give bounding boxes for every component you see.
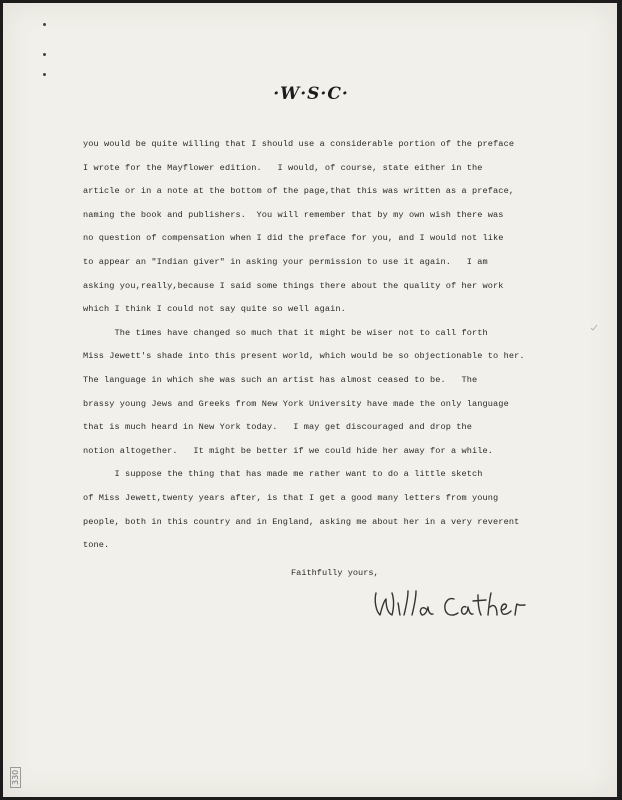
body-line: that is much heard in New York today. I may get discouraged and drop the xyxy=(83,422,473,433)
binding-hole-mark xyxy=(43,23,46,26)
body-line: I suppose the thing that has made me rather want to do a little sketch xyxy=(83,469,483,480)
pencil-tick-mark xyxy=(590,324,598,332)
letter-body xyxy=(83,133,603,558)
archive-stamp: 330 xyxy=(8,770,28,790)
body-line: article or in a note at the bottom of the page,that this was written as a preface, xyxy=(83,186,515,197)
binding-hole-mark xyxy=(43,73,46,76)
body-line: tone. xyxy=(83,540,110,551)
body-line: asking you,really,because I said some things there about the quality of her work xyxy=(83,280,504,291)
closing-salutation: Faithfully yours, xyxy=(291,568,379,578)
binding-hole-mark xyxy=(43,53,46,56)
letterhead-monogram: ·W·S·C· xyxy=(273,84,349,104)
body-line: of Miss Jewett,twenty years after, is that I get a good many letters from young xyxy=(83,492,499,503)
body-line: naming the book and publishers. You will remember that by my own wish there was xyxy=(83,209,504,220)
body-line: people, both in this country and in England, asking me about her in a very reverent xyxy=(83,516,520,527)
handwritten-signature xyxy=(370,585,545,625)
body-line: Miss Jewett's shade into this present world, which would be so objectionable to her. xyxy=(83,351,525,362)
body-line: The language in which she was such an artist has almost ceased to be. The xyxy=(83,374,478,385)
body-line: no question of compensation when I did the preface for you, and I would not like xyxy=(83,233,504,244)
body-line: notion altogether. It might be better if we could hide her away for a while. xyxy=(83,445,494,456)
body-line: you would be quite willing that I should use a considerable portion of the preface xyxy=(83,139,515,149)
body-line: which I think I could not say quite so well again. xyxy=(83,304,346,315)
body-line: The times have changed so much that it might be wiser not to call forth xyxy=(83,327,488,338)
body-line: brassy young Jews and Greeks from New York University have made the only language xyxy=(83,398,509,409)
body-line: to appear an "Indian giver" in asking your permission to use it again. I am xyxy=(83,256,488,267)
body-line: I wrote for the Mayflower edition. I would, of course, state either in the xyxy=(83,162,483,173)
